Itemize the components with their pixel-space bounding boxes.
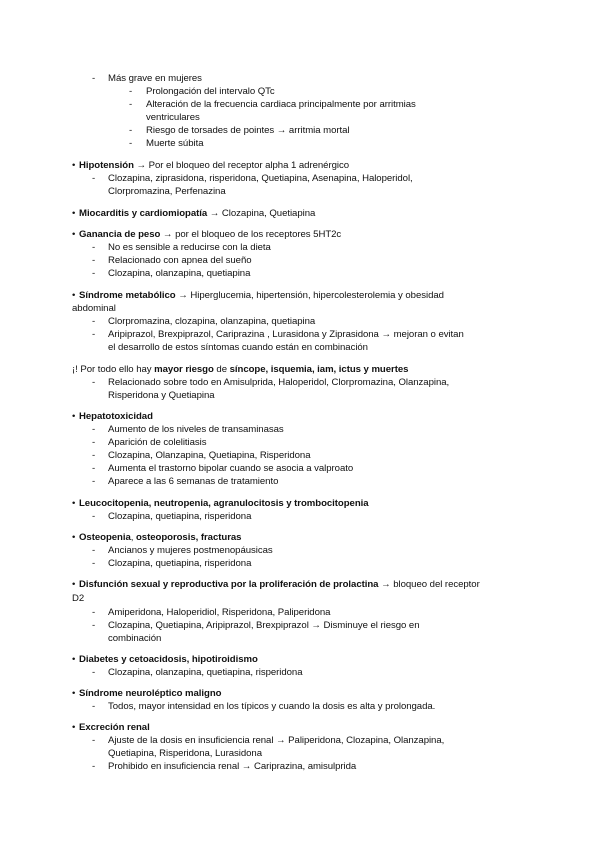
list-item-continuation: Risperidona y Quetiapina <box>108 390 215 401</box>
dash: - <box>92 761 96 772</box>
dash: - <box>129 138 133 149</box>
list-item: Ajuste de la dosis en insuficiencia renal → Paliperidona, Clozapina, Olanzapina, <box>108 735 445 746</box>
bullet: • <box>72 532 76 543</box>
section-miocarditis <box>79 207 315 220</box>
list-item: Prolongación del intervalo QTc <box>146 86 275 97</box>
dash: - <box>92 268 96 279</box>
list-item-continuation: combinación <box>108 633 162 644</box>
dash: - <box>92 316 96 327</box>
section-title: Síndrome neuroléptico maligno <box>79 688 222 699</box>
list-item: Riesgo de torsades de pointes → arritmia mortal <box>146 125 350 136</box>
list-item: Amiperidona, Haloperidiol, Risperidona, Paliperidona <box>108 607 331 618</box>
bullet: • <box>72 722 76 733</box>
section-hipotension <box>79 159 349 172</box>
bullet: • <box>72 411 76 422</box>
dash: - <box>92 463 96 474</box>
list-item: Más grave en mujeres <box>108 73 202 84</box>
list-item: Clozapina, Olanzapina, Quetiapina, Risperidona <box>108 450 311 461</box>
section-title: Síndrome metabólico <box>79 290 176 301</box>
dash: - <box>92 607 96 618</box>
dash: - <box>92 545 96 556</box>
section-metabolico <box>79 289 444 302</box>
bullet: • <box>72 229 76 240</box>
list-item: Aripiprazol, Brexpiprazol, Cariprazina , Lurasidona y Ziprasidona → mejoran o evitan <box>108 329 464 340</box>
dash: - <box>92 620 96 631</box>
dash: - <box>92 511 96 522</box>
list-item: Clozapina, olanzapina, quetiapina, risperidona <box>108 667 303 678</box>
section-ganancia <box>79 228 341 241</box>
dash: - <box>92 667 96 678</box>
list-item: Clorpromazina, clozapina, olanzapina, quetiapina <box>108 316 316 327</box>
dash: - <box>92 173 96 184</box>
section-title: Leucocitopenia, neutropenia, agranulocitosis y trombocitopenia <box>79 498 369 509</box>
section-title: Hipotensión <box>79 160 134 171</box>
warning-bold: mayor riesgo <box>154 364 214 375</box>
list-item: Prohibido en insuficiencia renal → Cariprazina, amisulprida <box>108 761 357 772</box>
section-sep: , <box>130 532 136 543</box>
list-item-continuation: el desarrollo de estos síntomas cuando están en combinación <box>108 342 368 353</box>
dash: - <box>92 437 96 448</box>
section-title: Disfunción sexual y reproductiva por la proliferación de prolactina <box>79 579 379 590</box>
list-item: Muerte súbita <box>146 138 204 149</box>
dash: - <box>92 701 96 712</box>
dash: - <box>129 99 133 110</box>
section-desc: → por el bloqueo de los receptores 5HT2c <box>160 229 342 240</box>
bullet: • <box>72 208 76 219</box>
list-item: Clozapina, quetiapina, risperidona <box>108 511 252 522</box>
list-item: Todos, mayor intensidad en los típicos y cuando la dosis es alta y prolongada. <box>108 701 436 712</box>
section-title: osteoporosis, fracturas <box>135 532 242 543</box>
dash: - <box>129 125 133 136</box>
list-item: Aparece a las 6 semanas de tratamiento <box>108 476 279 487</box>
list-item: Clozapina, ziprasidona, risperidona, Quetiapina, Asenapina, Haloperidol, <box>108 173 413 184</box>
dash: - <box>92 558 96 569</box>
warning-bold: síncope, isquemia, iam, ictus y muertes <box>229 364 409 375</box>
list-item: Clozapina, Quetiapina, Aripiprazol, Brexpiprazol → Disminuye el riesgo en <box>108 620 420 631</box>
section-desc-continuation: D2 <box>72 593 85 604</box>
section-title: Osteopenia <box>79 532 131 543</box>
dash: - <box>92 424 96 435</box>
list-item: Ancianos y mujeres postmenopáusicas <box>108 545 273 556</box>
dash: - <box>92 73 96 84</box>
list-item-continuation: ventriculares <box>146 112 200 123</box>
list-item: Relacionado con apnea del sueño <box>108 255 252 266</box>
section-desc-continuation: abdominal <box>72 303 116 314</box>
list-item-continuation: Clorpromazina, Perfenazina <box>108 186 226 197</box>
section-desc: → Clozapina, Quetiapina <box>207 208 316 219</box>
dash: - <box>92 329 96 340</box>
dash: - <box>129 86 133 97</box>
bullet: • <box>72 290 76 301</box>
section-desc: → Por el bloqueo del receptor alpha 1 adrenérgico <box>133 160 349 171</box>
bullet: • <box>72 579 76 590</box>
section-disfuncion <box>79 578 480 591</box>
dash: - <box>92 476 96 487</box>
section-title: Excreción renal <box>79 722 150 733</box>
section-title: Miocarditis y cardiomiopatía <box>79 208 208 219</box>
section-osteo <box>79 531 241 544</box>
dash: - <box>92 377 96 388</box>
bullet: • <box>72 160 76 171</box>
section-title: Ganancia de peso <box>79 229 161 240</box>
list-item: Aumenta el trastorno bipolar cuando se asocia a valproato <box>108 463 354 474</box>
section-desc: → bloqueo del receptor <box>378 579 480 590</box>
list-item: Clozapina, quetiapina, risperidona <box>108 558 252 569</box>
list-item: Aumento de los niveles de transaminasas <box>108 424 284 435</box>
list-item-continuation: Quetiapina, Risperidona, Lurasidona <box>108 748 262 759</box>
list-item: No es sensible a reducirse con la dieta <box>108 242 271 253</box>
bullet: • <box>72 498 76 509</box>
dash: - <box>92 255 96 266</box>
warning-mid: de <box>213 364 230 375</box>
warning-pre: ¡! Por todo ello hay <box>72 364 155 375</box>
bullet: • <box>72 688 76 699</box>
section-title: Hepatotoxicidad <box>79 411 153 422</box>
section-title: Diabetes y cetoacidosis, hipotiroidismo <box>79 654 258 665</box>
section-desc: → Hiperglucemia, hipertensión, hipercolesterolemia y obesidad <box>175 290 444 301</box>
list-item: Relacionado sobre todo en Amisulprida, Haloperidol, Clorpromazina, Olanzapina, <box>108 377 450 388</box>
dash: - <box>92 735 96 746</box>
list-item: Alteración de la frecuencia cardiaca principalmente por arritmias <box>146 99 416 110</box>
dash: - <box>92 242 96 253</box>
dash: - <box>92 450 96 461</box>
bullet: • <box>72 654 76 665</box>
warning-line <box>72 363 408 376</box>
list-item: Clozapina, olanzapina, quetiapina <box>108 268 251 279</box>
list-item: Aparición de colelitiasis <box>108 437 207 448</box>
